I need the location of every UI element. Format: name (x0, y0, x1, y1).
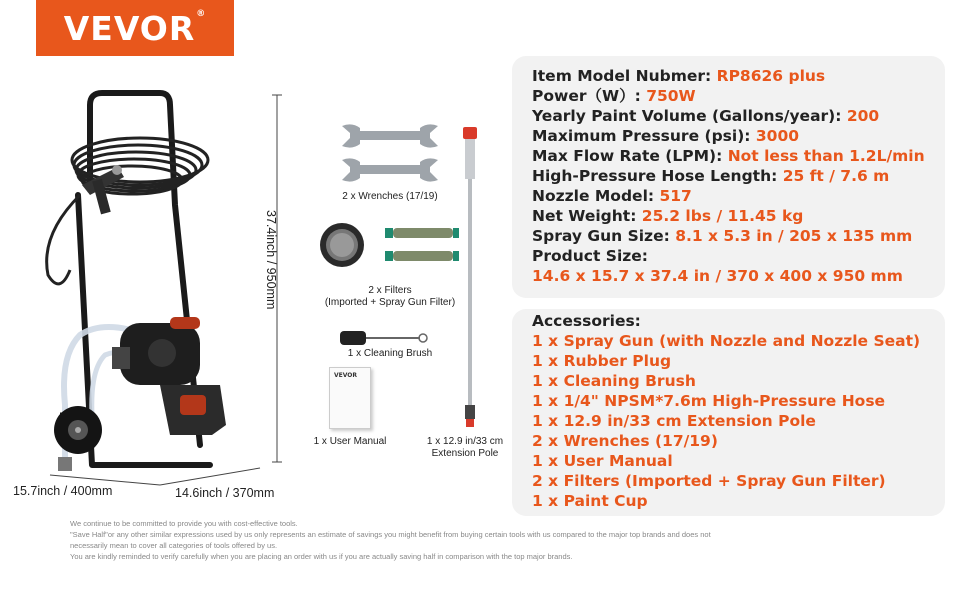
disclaimer-footer (70, 518, 870, 562)
extension-pole-icon (455, 125, 485, 430)
logo-text: VEVOR® (63, 8, 207, 48)
user-manual-image: VEVOR (329, 367, 371, 429)
accessory-item: 2 x Wrenches (17/19) (532, 432, 718, 450)
dimension-lines (10, 90, 300, 500)
disclaimer-line: You are kindly reminded to verify carefully when you are placing an order with us if you are actually saving half in comparison with the top major brands. (70, 552, 573, 561)
spec-hose-length: High-Pressure Hose Length: 25 ft / 7.6 m (532, 167, 890, 185)
width-dimension: 14.6inch / 370mm (175, 486, 275, 500)
accessories-title: Accessories: (532, 312, 641, 330)
accessory-item: 1 x Rubber Plug (532, 352, 672, 370)
disclaimer-line: necessarily mean to cover all categories of tools offered by us. (70, 541, 278, 550)
accessory-item: 1 x Spray Gun (with Nozzle and Nozzle Seat) (532, 332, 921, 350)
spec-nozzle-model: Nozzle Model: 517 (532, 187, 692, 205)
spec-model: Item Model Nubmer: RP8626 plus (532, 67, 826, 85)
specifications-card (512, 56, 945, 298)
spec-gun-size: Spray Gun Size: 8.1 x 5.3 in / 205 x 135 mm (532, 227, 913, 245)
accessory-item: 1 x Paint Cup (532, 492, 648, 510)
filters-caption: 2 x Filters (Imported + Spray Gun Filter) (324, 285, 456, 308)
spec-net-weight: Net Weight: 25.2 lbs / 11.45 kg (532, 207, 804, 225)
accessory-item: 1 x 12.9 in/33 cm Extension Pole (532, 412, 816, 430)
disclaimer-line: We continue to be committed to provide you with cost-effective tools. (70, 519, 298, 528)
depth-dimension: 15.7inch / 400mm (13, 484, 113, 498)
spec-max-pressure: Maximum Pressure (psi): 3000 (532, 127, 800, 145)
accessory-item: 1 x User Manual (532, 452, 673, 470)
manual-caption: 1 x User Manual (313, 436, 387, 447)
height-dimension: 37.4inch / 950mm (264, 210, 278, 310)
disclaimer-line: "Save Half"or any other similar expressions used by us only represents an estimate of savings you might benefit from buying certain tools with us compared to the major top brands and does not (70, 530, 711, 539)
accessories-card (512, 309, 945, 516)
vevor-logo (36, 0, 234, 56)
brush-icon (338, 328, 430, 348)
spec-product-size-value: 14.6 x 15.7 x 37.4 in / 370 x 400 x 950 mm (532, 267, 903, 285)
filter-icon (318, 220, 468, 270)
accessory-item: 1 x 1/4" NPSM*7.6m High-Pressure Hose (532, 392, 886, 410)
brush-caption: 1 x Cleaning Brush (347, 348, 433, 359)
spec-yearly-volume: Yearly Paint Volume (Gallons/year): 200 (532, 107, 880, 125)
pole-caption: 1 x 12.9 in/33 cm Extension Pole (426, 436, 504, 459)
accessory-item: 1 x Cleaning Brush (532, 372, 696, 390)
accessory-item: 2 x Filters (Imported + Spray Gun Filter) (532, 472, 886, 490)
wrench-icon (340, 120, 440, 186)
spec-power: Power（W）: 750W (532, 87, 696, 105)
spec-product-size-label: Product Size: (532, 247, 648, 265)
wrenches-caption: 2 x Wrenches (17/19) (342, 191, 438, 202)
spec-flow-rate: Max Flow Rate (LPM): Not less than 1.2L/min (532, 147, 925, 165)
